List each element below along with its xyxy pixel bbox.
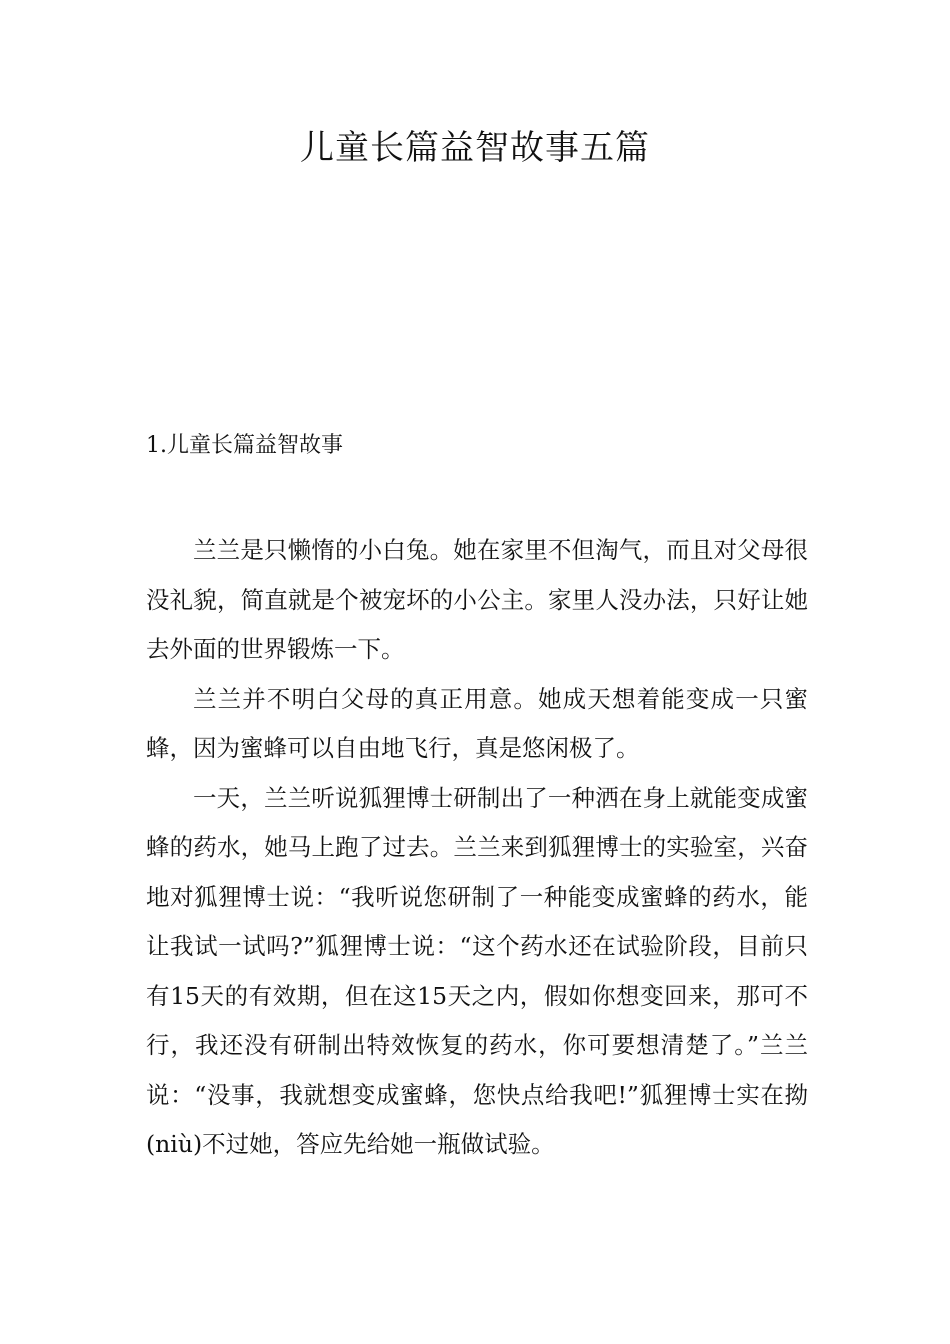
document-title: 儿童长篇益智故事五篇 <box>300 128 650 168</box>
story-paragraph: 一天，兰兰听说狐狸博士研制出了一种洒在身上就能变成蜜蜂的药水，她马上跑了过去。兰兰来到狐狸博士的实验室，兴奋地对狐狸博士说：“我听说您研制了一种能变成蜜蜂的药水，能让我试一试吗?”狐狸博士说：“这个药水还在试验阶段，目前只有15天的有效期，但在这15天之内，假如你想变回来，那可不行，我还没有研制出特效恢复的药水，你可要想清楚了。”兰兰说：“没事，我就想变成蜜蜂，您快点给我吧!”狐狸博士实在拗(niù)不过她，答应先给她一瓶做试验。 <box>146 783 808 1158</box>
story-paragraph: 兰兰并不明白父母的真正用意。她成天想着能变成一只蜜蜂，因为蜜蜂可以自由地飞行，真是悠闲极了。 <box>146 684 808 762</box>
story-paragraph: 兰兰是只懒惰的小白兔。她在家里不但淘气，而且对父母很没礼貌，简直就是个被宠坏的小公主。家里人没办法，只好让她去外面的世界锻炼一下。 <box>146 536 808 663</box>
section-heading: 1.儿童长篇益智故事 <box>146 433 343 458</box>
story-body <box>146 526 808 1170</box>
